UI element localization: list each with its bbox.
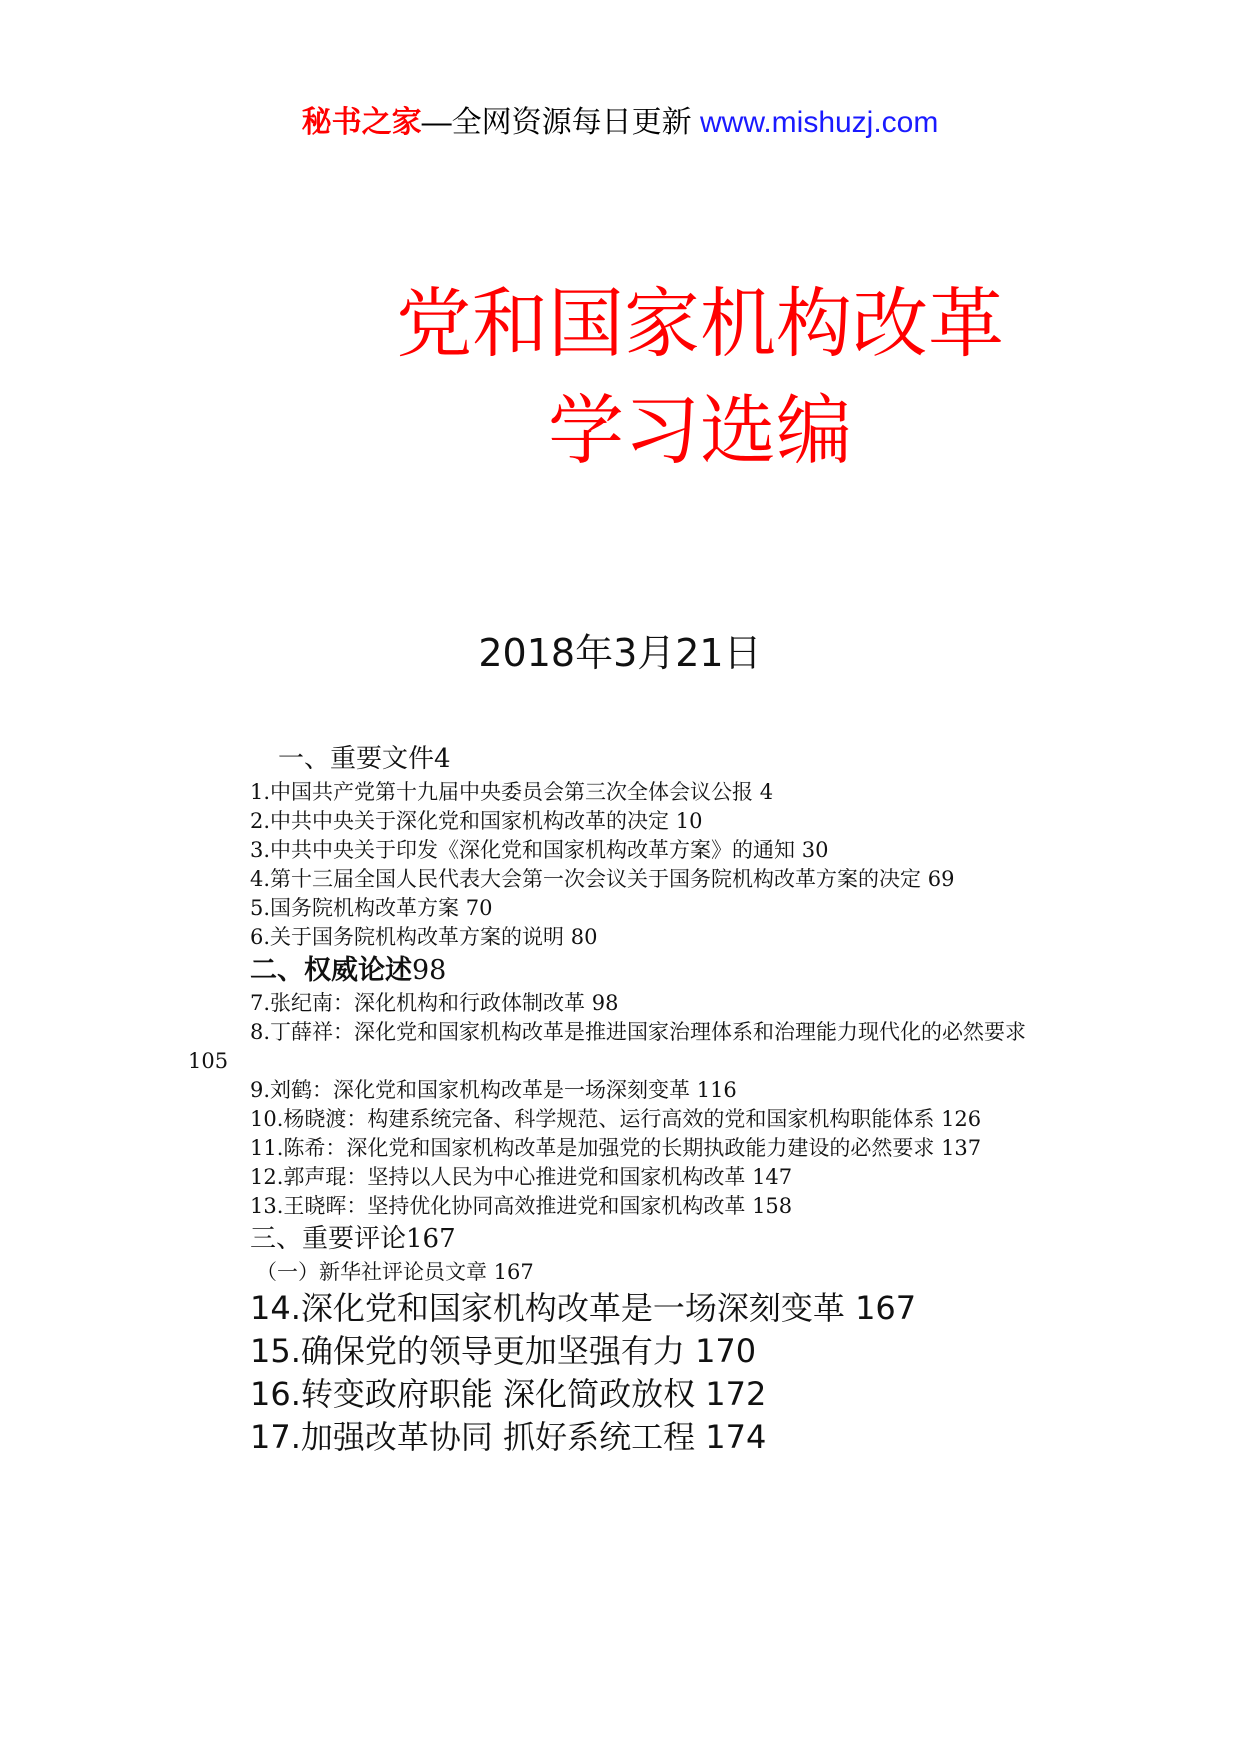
toc-entry-large[interactable]: 17.加强改革协同 抓好系统工程 174 <box>250 1418 767 1456</box>
toc-section-heading <box>188 952 1058 989</box>
toc-section-heading <box>188 1221 1058 1257</box>
toc-entry[interactable]: 4.第十三届全国人民代表大会第一次会议关于国务院机构改革方案的决定 69 <box>250 867 955 891</box>
toc-section-heading <box>188 740 1058 778</box>
toc-entry[interactable]: 10.杨晓渡：构建系统完备、科学规范、运行高效的党和国家机构职能体系 126 <box>250 1107 982 1131</box>
toc-section-label: 二、权威论述 <box>250 955 412 986</box>
toc-section-label: 三、重要评论 <box>250 1224 407 1254</box>
toc-subsection[interactable]: （一）新华社评论员文章 167 <box>256 1260 534 1284</box>
document-date: 2018年3月21日 <box>478 631 762 675</box>
toc-section-page: 167 <box>406 1224 456 1254</box>
toc-entry[interactable]: 11.陈希：深化党和国家机构改革是加强党的长期执政能力建设的必然要求 137 <box>250 1136 982 1160</box>
brand-name: 秘书之家 <box>301 106 422 139</box>
table-of-contents <box>188 740 1058 1459</box>
toc-entry[interactable]: 2.中共中央关于深化党和国家机构改革的决定 10 <box>250 809 703 833</box>
toc-entry[interactable]: 1.中国共产党第十九届中央委员会第三次全体会议公报 4 <box>250 780 774 804</box>
toc-entry[interactable]: 8.丁薛祥：深化党和国家机构改革是推进国家治理体系和治理能力现代化的必然要求 105 <box>188 1020 1027 1073</box>
toc-section-label: 一、重要文件 <box>278 744 435 774</box>
toc-section-page: 4 <box>434 744 451 774</box>
document-title-line-2: 学习选编 <box>548 386 852 475</box>
toc-entry-large[interactable]: 15.确保党的领导更加坚强有力 170 <box>250 1332 757 1370</box>
toc-entry[interactable]: 6.关于国务院机构改革方案的说明 80 <box>250 925 598 949</box>
page-header <box>0 100 1240 146</box>
toc-entry[interactable]: 9.刘鹤：深化党和国家机构改革是一场深刻变革 116 <box>250 1078 737 1102</box>
toc-entry[interactable]: 13.王晓晖：坚持优化协同高效推进党和国家机构改革 158 <box>250 1194 793 1218</box>
site-url[interactable]: www.mishuzj.com <box>699 106 939 139</box>
toc-entry-large[interactable]: 14.深化党和国家机构改革是一场深刻变革 167 <box>250 1289 917 1327</box>
document-title-line-1: 党和国家机构改革 <box>396 279 1004 368</box>
toc-entry[interactable]: 5.国务院机构改革方案 70 <box>250 896 493 920</box>
toc-entry[interactable]: 7.张纪南：深化机构和行政体制改革 98 <box>250 991 619 1015</box>
toc-entry[interactable]: 12.郭声琨：坚持以人民为中心推进党和国家机构改革 147 <box>250 1165 793 1189</box>
toc-entry-large[interactable]: 16.转变政府职能 深化简政放权 172 <box>250 1375 767 1413</box>
header-tagline: —全网资源每日更新 <box>421 106 692 139</box>
toc-section-page: 98 <box>412 955 447 986</box>
toc-entry[interactable]: 3.中共中央关于印发《深化党和国家机构改革方案》的通知 30 <box>250 838 829 862</box>
